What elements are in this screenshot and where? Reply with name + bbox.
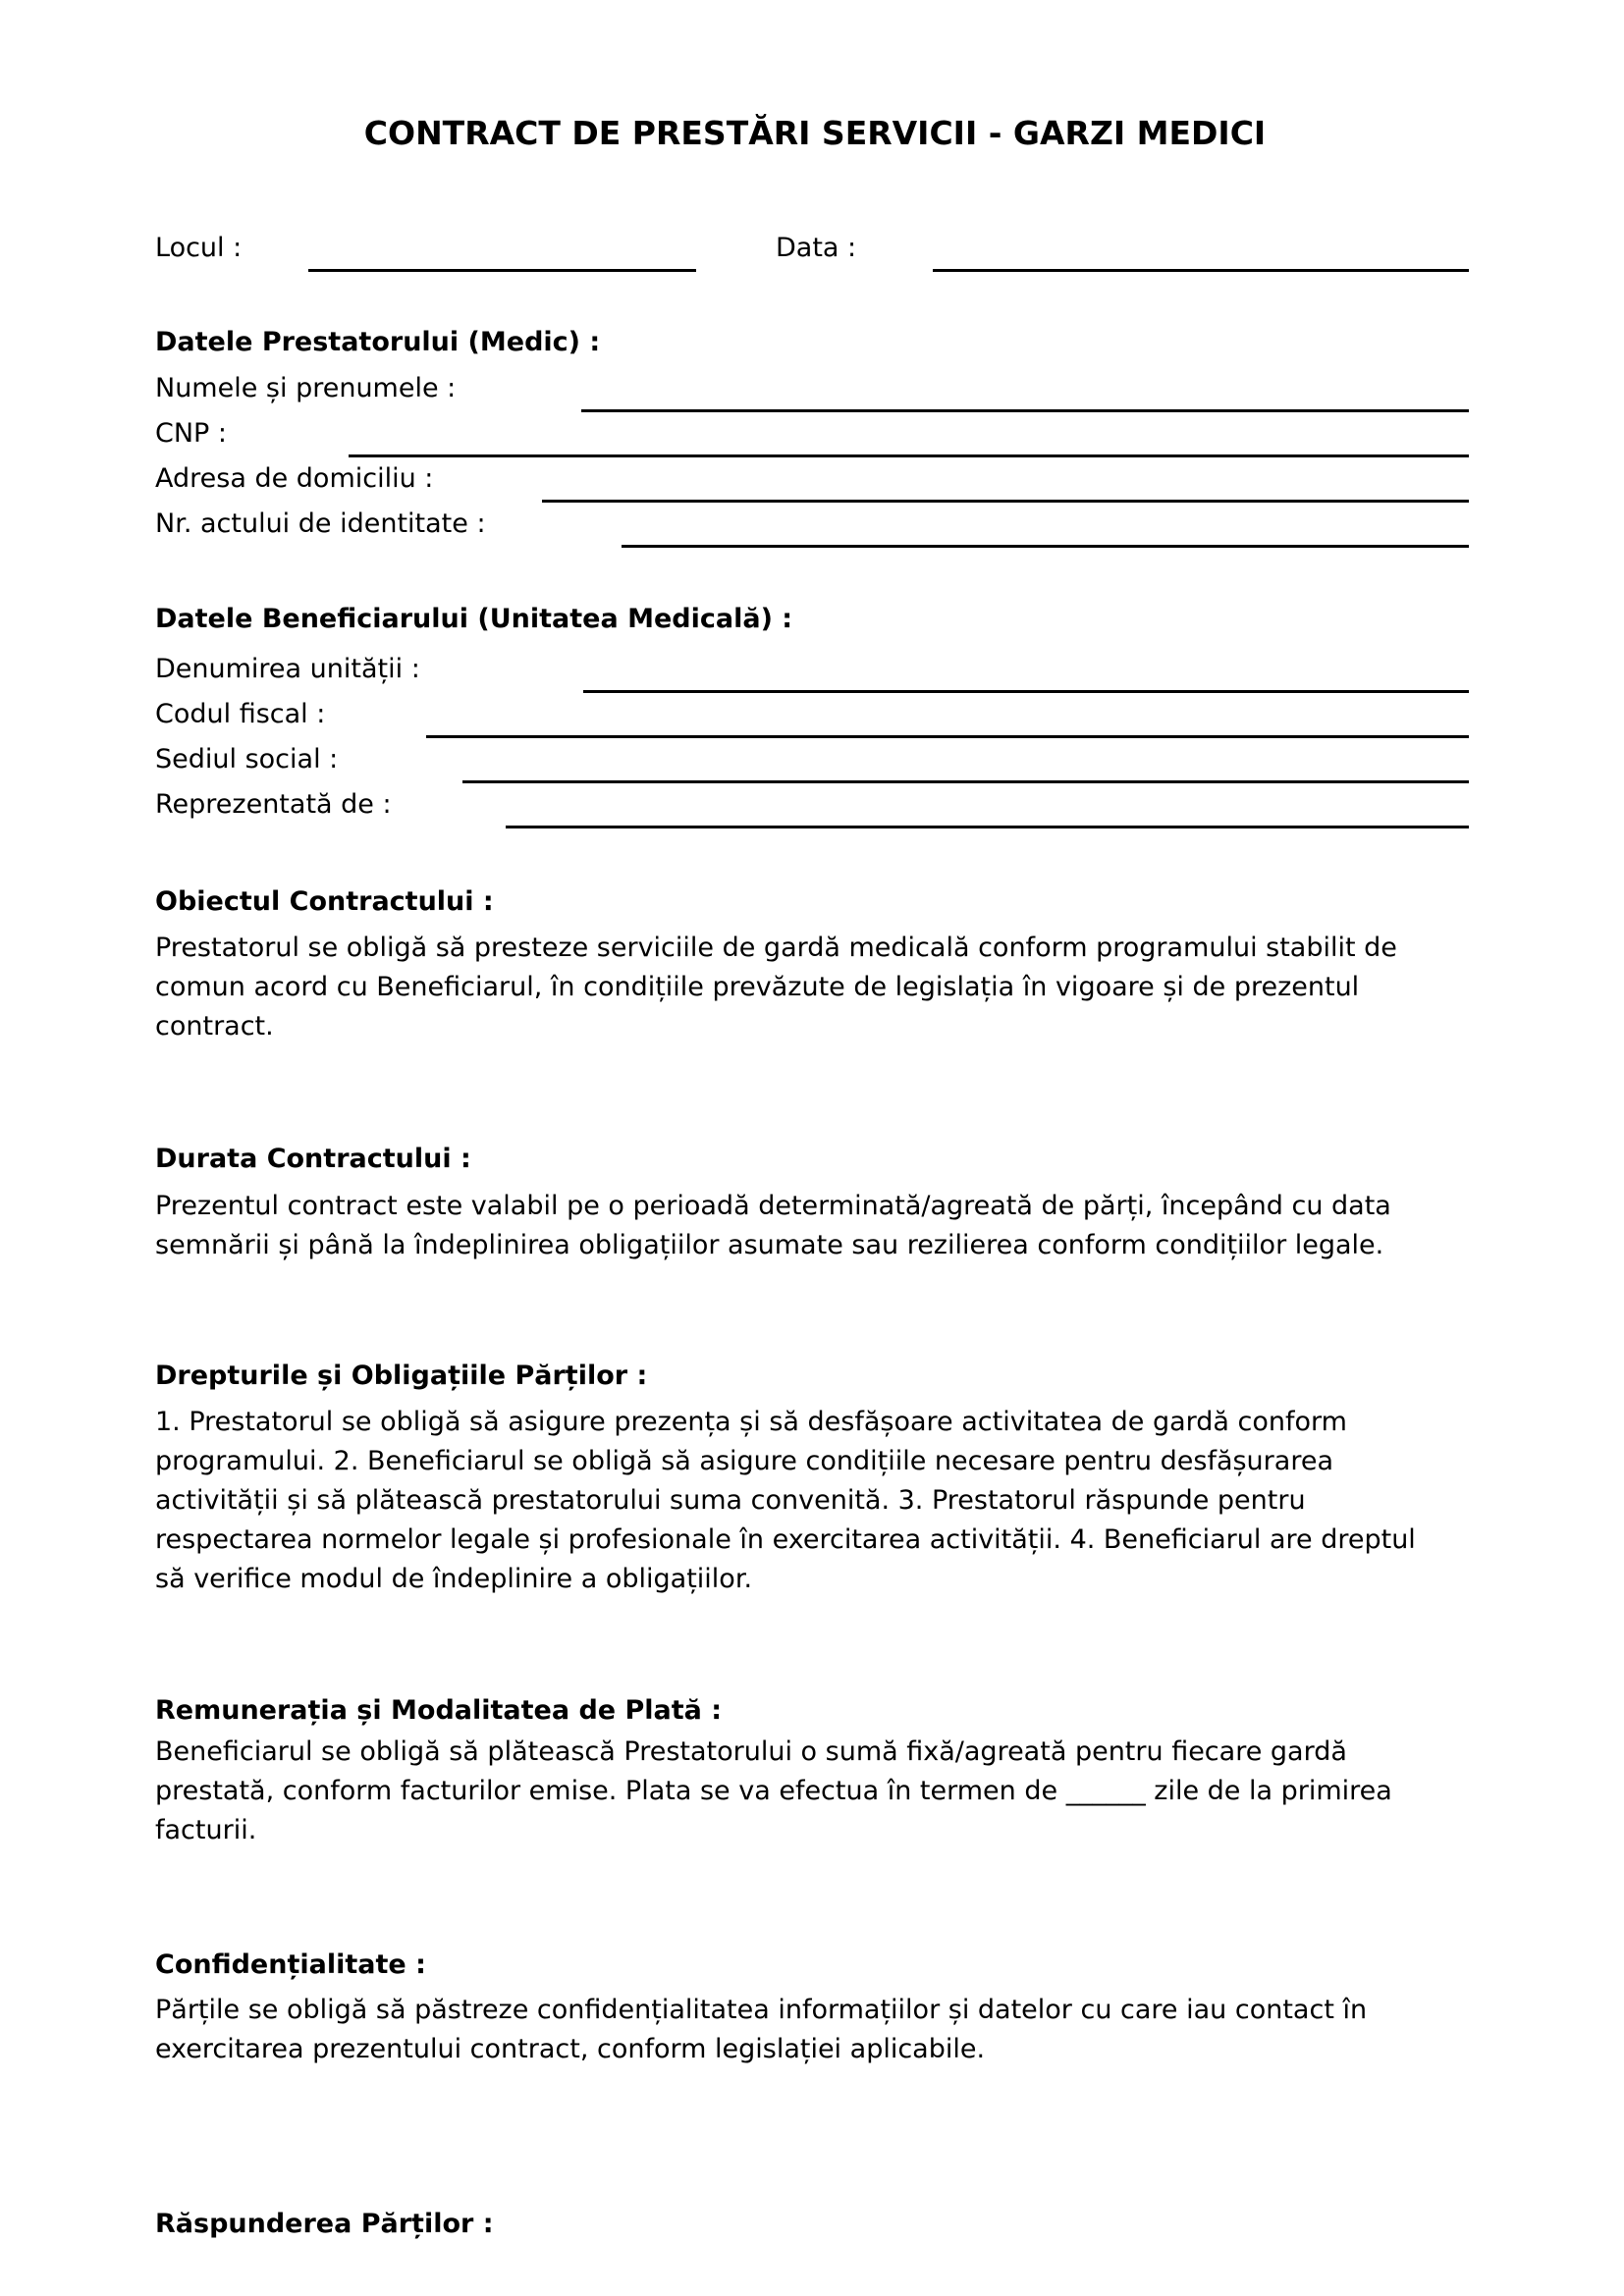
field-blank-line-sediul-social <box>462 780 1469 783</box>
field-row-act-identitate <box>155 507 1475 553</box>
field-blank-line-numele-prenumele <box>581 409 1469 412</box>
heading-confidentialitate: Confidențialitate : <box>155 1949 426 1980</box>
field-row-sediul-social <box>155 743 1475 788</box>
place-blank-line <box>308 269 696 272</box>
heading-datele-prestatorului: Datele Prestatorului (Medic) : <box>155 327 601 357</box>
field-blank-line-codul-fiscal <box>426 735 1469 738</box>
paragraph-obiectul-contractului: Prestatorul se obligă să presteze serviciile de gardă medicală conform programului stabilit de comun acord cu Beneficiarul, în condițiile prevăzute de legislația în vigoare și de prezentul contract. <box>155 933 1397 1041</box>
paragraph-confidentialitate: Părțile se obligă să păstreze confidențialitatea informațiilor și datelor cu care iau contact în exercitarea prezentului contract, conform legislației aplicabile. <box>155 1995 1368 2064</box>
field-label-denumirea-unitatii: Denumirea unității : <box>155 654 420 684</box>
prestator-fields <box>155 372 1475 553</box>
place-date-row <box>155 232 1475 265</box>
date-blank-line <box>933 269 1469 272</box>
paragraph-durata-contractului: Prezentul contract este valabil pe o perioadă determinată/agreată de părți, începând cu data semnării și până la îndeplinirea obligațiilor asumate sau rezilierea conform condițiilor legale. <box>155 1191 1391 1260</box>
field-row-reprezentata-de <box>155 788 1475 833</box>
place-label: Locul : <box>155 233 243 263</box>
heading-obiectul-contractului: Obiectul Contractului : <box>155 886 494 917</box>
field-blank-line-reprezentata-de <box>506 826 1469 828</box>
field-blank-line-denumirea-unitatii <box>583 690 1469 693</box>
field-label-codul-fiscal: Codul fiscal : <box>155 699 326 729</box>
heading-raspunderea-partilor: Răspunderea Părților : <box>155 2209 494 2239</box>
field-row-adresa-domiciliu <box>155 462 1475 507</box>
heading-remuneratia-plata: Remunerația și Modalitatea de Plată : <box>155 1695 723 1726</box>
page-title: CONTRACT DE PRESTĂRI SERVICII - GARZI MEDICI <box>363 114 1267 152</box>
field-blank-line-adresa-domiciliu <box>542 500 1469 503</box>
field-label-adresa-domiciliu: Adresa de domiciliu : <box>155 463 434 494</box>
field-row-cnp <box>155 417 1475 462</box>
field-blank-line-act-identitate <box>622 545 1469 548</box>
heading-durata-contractului: Durata Contractului : <box>155 1144 471 1174</box>
field-row-codul-fiscal <box>155 698 1475 743</box>
field-row-numele-prenumele <box>155 372 1475 417</box>
paragraph-remuneratia-plata: Beneficiarul se obligă să plătească Prestatorului o sumă fixă/agreată pentru fiecare gardă prestată, conform facturilor emise. Plata se va efectua în termen de ______ zile de la primirea facturii. <box>155 1736 1392 1845</box>
field-blank-line-cnp <box>349 454 1469 457</box>
field-label-numele-prenumele: Numele și prenumele : <box>155 373 457 403</box>
field-label-sediul-social: Sediul social : <box>155 744 339 774</box>
heading-drepturi-obligatii: Drepturile și Obligațiile Părților : <box>155 1361 648 1391</box>
field-label-cnp: CNP : <box>155 418 228 449</box>
field-label-reprezentata-de: Reprezentată de : <box>155 789 392 820</box>
field-label-act-identitate: Nr. actului de identitate : <box>155 508 486 539</box>
field-row-denumirea-unitatii <box>155 653 1475 698</box>
date-label: Data : <box>776 233 857 263</box>
beneficiar-fields <box>155 653 1475 833</box>
paragraph-drepturi-obligatii: 1. Prestatorul se obligă să asigure prezența și să desfășoare activitatea de gardă conform programului. 2. Beneficiarul se obligă să asigure condițiile necesare pentru desfășurarea activității și să plătească prestatorului suma convenită. 3. Prestatorul răspunde pentru respectarea normelor legale și profesionale în exercitarea activității. 4. Beneficiarul are dreptul să verifice modul de îndeplinire a obligațiilor. <box>155 1407 1416 1594</box>
heading-datele-beneficiarului: Datele Beneficiarului (Unitatea Medicală) : <box>155 604 793 634</box>
